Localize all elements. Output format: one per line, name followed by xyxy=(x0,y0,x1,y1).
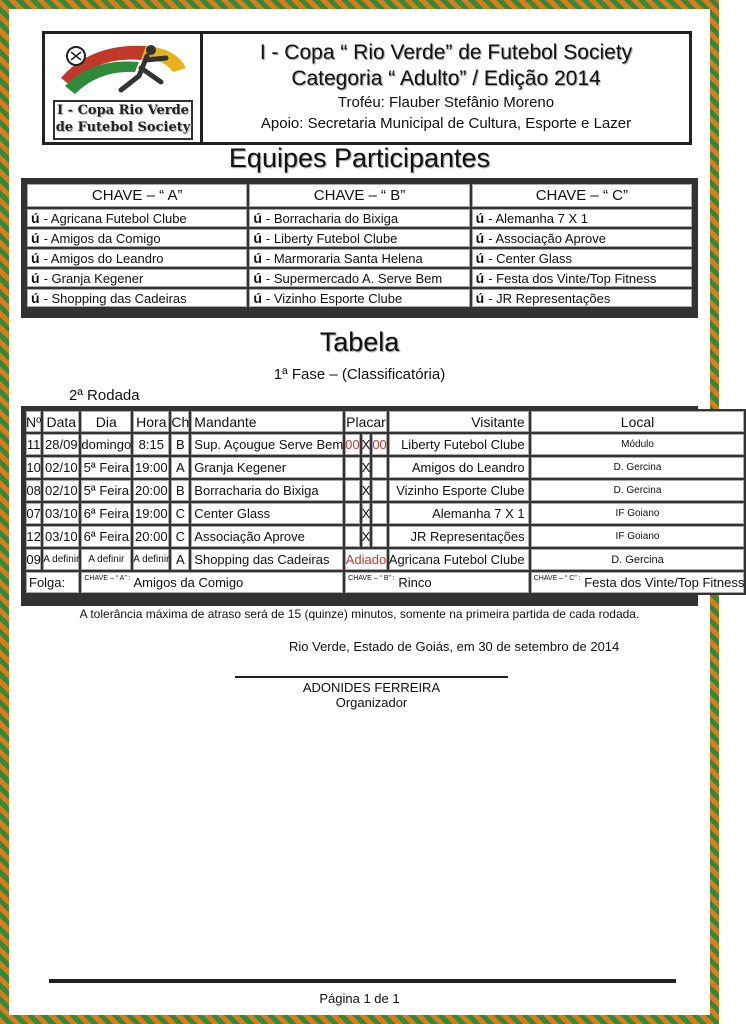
phase-label: 1ª Fase – (Classificatória) xyxy=(273,366,446,383)
game-home: Shopping das Cadeiras xyxy=(191,549,343,570)
team-cell xyxy=(27,229,247,247)
bullet-icon: ú xyxy=(253,210,262,226)
team-cell xyxy=(249,249,469,267)
game-group: A xyxy=(171,549,189,570)
col-date: Data xyxy=(43,411,79,432)
home-score xyxy=(345,526,359,547)
title-box xyxy=(203,34,689,142)
game-day: 5ª Feira xyxy=(81,457,131,478)
bullet-dash: - xyxy=(488,211,496,226)
signer-role: Organizador xyxy=(335,695,408,710)
team-cell xyxy=(27,249,247,267)
away-score xyxy=(372,457,386,478)
team-name: Amigos do Leandro xyxy=(50,251,164,266)
col-venue: Local xyxy=(531,411,745,432)
logo-text-line1: I - Copa Rio Verde xyxy=(57,103,189,118)
page-number: Página 1 de 1 xyxy=(319,991,400,1006)
bye-group-a xyxy=(81,572,343,593)
header-box xyxy=(42,31,692,145)
game-away: Vizinho Esporte Clube xyxy=(389,480,529,501)
team-cell xyxy=(27,209,247,227)
game-away: JR Representações xyxy=(389,526,529,547)
bullet-icon: ú xyxy=(475,250,485,266)
game-time: A definir xyxy=(133,549,169,570)
col-score: Placar xyxy=(345,411,387,432)
game-group: C xyxy=(171,526,189,547)
game-home: Granja Kegener xyxy=(191,457,343,478)
game-venue: Módulo xyxy=(531,434,745,455)
game-num: 07 xyxy=(26,503,41,524)
game-date: 28/09 xyxy=(43,434,79,455)
bullet-dash: - xyxy=(488,271,497,286)
bye-c-key: CHAVE – “ C” : xyxy=(533,575,581,582)
signature-line xyxy=(235,676,508,678)
team-name: Agricana Futebol Clube xyxy=(50,211,187,226)
bullet-icon: ú xyxy=(253,250,262,266)
bullet-dash: - xyxy=(265,211,274,226)
schedule-title: Tabela xyxy=(319,327,400,357)
bye-a-key: CHAVE – “ A” : xyxy=(84,575,131,582)
bullet-dash: - xyxy=(488,291,497,306)
team-cell xyxy=(27,269,247,287)
col-time: Hora xyxy=(133,411,169,432)
bullet-dash: - xyxy=(488,251,497,266)
team-name: Festa dos Vinte/Top Fitness xyxy=(496,271,657,286)
trophy-line: Troféu: Flauber Stefânio Moreno xyxy=(337,94,555,111)
game-home: Sup. Açougue Serve Bem xyxy=(191,434,343,455)
team-name: Borracharia do Bixiga xyxy=(273,211,399,226)
bullet-icon: ú xyxy=(475,210,485,226)
game-group: B xyxy=(171,434,189,455)
score-separator: X xyxy=(362,457,371,478)
bullet-dash: - xyxy=(265,231,274,246)
bullet-dash: - xyxy=(43,211,51,226)
game-row xyxy=(26,526,744,547)
soccer-player-logo-icon xyxy=(51,38,193,100)
game-row xyxy=(26,434,744,455)
team-name: Vizinho Esporte Clube xyxy=(273,291,403,306)
group-c-header: CHAVE – “ C” xyxy=(472,184,692,207)
game-away: Agricana Futebol Clube xyxy=(389,549,529,570)
team-name: Shopping das Cadeiras xyxy=(51,291,187,306)
bullet-icon: ú xyxy=(475,270,485,286)
postponed-row xyxy=(26,549,744,570)
game-time: 20:00 xyxy=(133,526,169,547)
logo-text xyxy=(53,100,193,140)
team-cell xyxy=(472,249,692,267)
game-away: Amigos do Leandro xyxy=(389,457,529,478)
category-title: Categoria “ Adulto” / Edição 2014 xyxy=(291,67,601,90)
footer-divider xyxy=(49,979,676,983)
page-body xyxy=(9,9,745,1015)
away-score: 00 xyxy=(372,434,386,455)
game-num: 10 xyxy=(26,457,41,478)
bullet-icon: ú xyxy=(31,210,40,226)
logo-text-line2: de Futebol Society xyxy=(55,120,191,135)
team-cell xyxy=(249,229,469,247)
bullet-icon: ú xyxy=(475,230,485,246)
tolerance-note: A tolerância máxima de atraso será de 15 (quinze) minutos, somente na primeira partida de cada rodada. xyxy=(79,607,640,621)
team-name: Marmoraria Santa Helena xyxy=(273,251,423,266)
team-cell xyxy=(472,209,692,227)
game-num: 12 xyxy=(26,526,41,547)
team-name: Granja Kegener xyxy=(51,271,144,286)
team-row xyxy=(27,209,692,227)
game-venue: D. Gercina xyxy=(531,457,745,478)
away-score xyxy=(372,480,386,501)
bye-group-c xyxy=(531,572,745,593)
game-home: Borracharia do Bixiga xyxy=(191,480,343,501)
team-cell xyxy=(249,269,469,287)
game-num: 11 xyxy=(26,434,41,455)
bullet-dash: - xyxy=(265,291,274,306)
team-row xyxy=(27,289,692,307)
team-cell xyxy=(249,209,469,227)
team-row xyxy=(27,269,692,287)
schedule-table xyxy=(21,406,745,606)
game-venue: D. Gercina xyxy=(531,480,745,501)
bullet-icon: ú xyxy=(253,270,262,286)
home-score: 00 xyxy=(345,434,359,455)
bullet-icon: ú xyxy=(253,290,262,306)
bye-group-b xyxy=(345,572,528,593)
team-row xyxy=(27,249,692,267)
bullet-icon: ú xyxy=(253,230,262,246)
game-date: 03/10 xyxy=(43,503,79,524)
game-time: 19:00 xyxy=(133,503,169,524)
bullet-dash: - xyxy=(43,251,51,266)
bullet-icon: ú xyxy=(31,270,40,286)
game-date: A definir xyxy=(43,549,79,570)
bullet-icon: ú xyxy=(31,290,40,306)
team-name: Associação Aprove xyxy=(495,231,607,246)
bullet-dash: - xyxy=(488,231,496,246)
team-cell xyxy=(472,229,692,247)
bullet-icon: ú xyxy=(31,250,40,266)
bullet-dash: - xyxy=(43,291,52,306)
team-name: Supermercado A. Serve Bem xyxy=(273,271,443,286)
game-group: A xyxy=(171,457,189,478)
game-time: 19:00 xyxy=(133,457,169,478)
game-row xyxy=(26,480,744,501)
game-day: domingo xyxy=(81,434,131,455)
game-time: 8:15 xyxy=(133,434,169,455)
game-venue: D. Gercina xyxy=(531,549,745,570)
game-date: 02/10 xyxy=(43,457,79,478)
bullet-icon: ú xyxy=(475,290,485,306)
bye-row xyxy=(26,572,744,593)
bullet-dash: - xyxy=(265,271,274,286)
col-group: Ch xyxy=(171,411,189,432)
home-score xyxy=(345,503,359,524)
team-name: JR Representações xyxy=(496,291,611,306)
score-separator: X xyxy=(362,503,371,524)
col-home: Mandante xyxy=(191,411,343,432)
team-name: Center Glass xyxy=(496,251,573,266)
bye-b-key: CHAVE – “ B” : xyxy=(348,575,395,582)
bye-c-team: Festa dos Vinte/Top Fitness xyxy=(584,575,745,590)
team-cell xyxy=(27,289,247,307)
game-row xyxy=(26,457,744,478)
game-time: 20:00 xyxy=(133,480,169,501)
group-a-header: CHAVE – “ A” xyxy=(27,184,247,207)
team-row xyxy=(27,229,692,247)
round-label: 2ª Rodada xyxy=(69,387,140,404)
game-away: Alemanha 7 X 1 xyxy=(389,503,529,524)
game-venue: IF Goiano xyxy=(531,503,745,524)
game-home: Center Glass xyxy=(191,503,343,524)
bye-label: Folga: xyxy=(26,572,79,593)
team-name: Liberty Futebol Clube xyxy=(273,231,398,246)
city-date: Rio Verde, Estado de Goiás, em 30 de setembro de 2014 xyxy=(289,639,620,654)
game-date: 02/10 xyxy=(43,480,79,501)
game-num: 09 xyxy=(26,549,41,570)
postponed-status: Adiado xyxy=(345,549,387,570)
game-day: A definir xyxy=(81,549,131,570)
game-venue: IF Goiano xyxy=(531,526,745,547)
score-separator: X xyxy=(362,480,371,501)
bullet-dash: - xyxy=(265,251,274,266)
score-separator: X xyxy=(362,526,371,547)
team-cell xyxy=(472,269,692,287)
bye-a-team: Amigos da Comigo xyxy=(133,575,244,590)
home-score xyxy=(345,480,359,501)
support-line: Apoio: Secretaria Municipal de Cultura, Esporte e Lazer xyxy=(260,115,632,132)
bye-b-team: Rinco xyxy=(398,575,432,590)
tournament-logo xyxy=(45,34,203,142)
game-away: Liberty Futebol Clube xyxy=(389,434,529,455)
team-name: Alemanha 7 X 1 xyxy=(495,211,588,226)
game-home: Associação Aprove xyxy=(191,526,343,547)
teams-title: Equipes Participantes xyxy=(228,143,491,173)
bullet-dash: - xyxy=(43,271,52,286)
game-date: 03/10 xyxy=(43,526,79,547)
team-name: Amigos da Comigo xyxy=(50,231,161,246)
teams-table xyxy=(21,178,698,318)
game-row xyxy=(26,503,744,524)
game-group: C xyxy=(171,503,189,524)
game-group: B xyxy=(171,480,189,501)
col-num: Nº xyxy=(26,411,41,432)
col-day: Dia xyxy=(81,411,131,432)
score-separator: X xyxy=(362,434,371,455)
game-num: 08 xyxy=(26,480,41,501)
away-score xyxy=(372,503,386,524)
col-away: Visitante xyxy=(389,411,529,432)
tournament-title: I - Copa “ Rio Verde” de Futebol Society xyxy=(259,41,633,64)
game-day: 6ª Feira xyxy=(81,503,131,524)
team-cell xyxy=(249,289,469,307)
bullet-icon: ú xyxy=(31,230,40,246)
away-score xyxy=(372,526,386,547)
game-day: 5ª Feira xyxy=(81,480,131,501)
bullet-dash: - xyxy=(43,231,51,246)
team-cell xyxy=(472,289,692,307)
signer-name: ADONIDES FERREIRA xyxy=(302,680,441,695)
game-day: 6ª Feira xyxy=(81,526,131,547)
home-score xyxy=(345,457,359,478)
group-b-header: CHAVE – “ B” xyxy=(249,184,469,207)
